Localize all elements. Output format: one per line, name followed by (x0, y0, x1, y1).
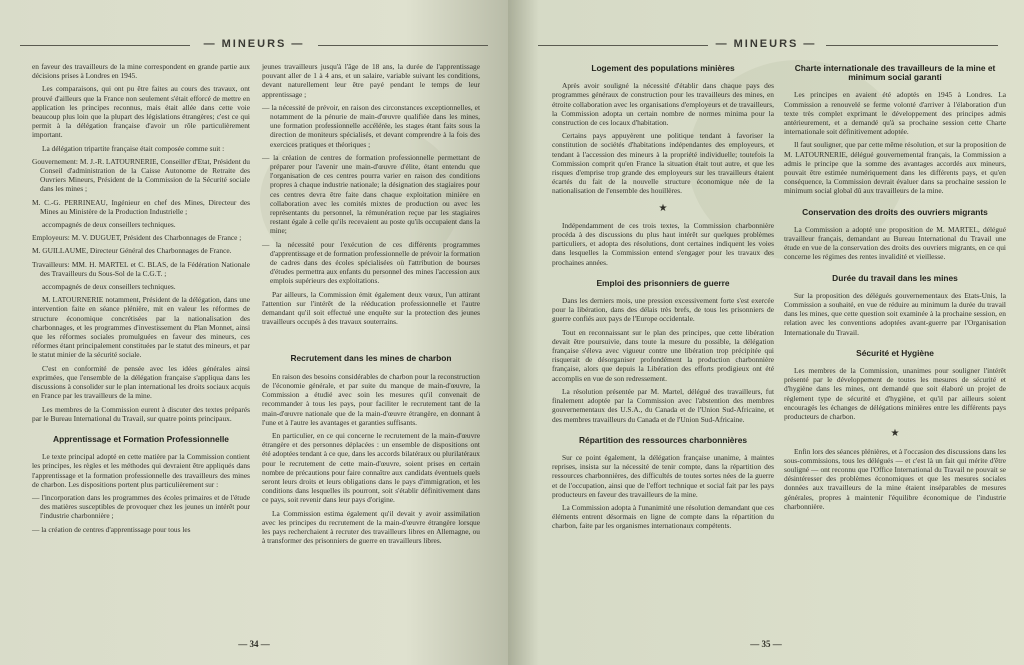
paragraph: Après avoir souligné la nécessité d'établir dans chaque pays des programmes généraux de construction pour les travailleurs des mines, en étroite collaboration avec les organisations d'employeurs et de travailleurs, la Commission adopta un certain nombre de normes minima pour la construction de ces locaux d'habitation. (552, 81, 774, 128)
delegation-entry: accompagnés de deux conseillers techniques. (42, 282, 176, 292)
left-column-1 (32, 62, 250, 538)
paragraph: Par ailleurs, la Commission émit également deux vœux, l'un attirant l'attention sur l'intérêt de la rééducation professionnelle et l'autre demandant qu'il soit effectué une enquête sur la protection des jeunes travailleurs occupés à des travaux souterrains. (262, 289, 480, 327)
delegation-entry: Employeurs: M. V. DUGUET, Président des Charbonnages de France ; (32, 233, 242, 243)
paragraph: Certains pays appuyèrent une politique tendant à favoriser la constitution de sociétés d'habitations indépendantes des employeurs, et tendant à l'accession des mineurs à la propriété individuelle; toutefois la Commission comprit qu'en France la situation était tout autre, et que les risques d'emprise trop grande des employeurs sur les travailleurs étaient écartés du fait de la nouvelle structure économique née de la nationalisation de l'ensemble des houillères. (552, 131, 774, 196)
paragraph: La résolution présentée par M. Martel, délégué des travailleurs, fut finalement adoptée par la Commission avec l'abstention des membres gouvernementaux des U.S.A., du Canada et de l'Union Sud-Africaine, et des membres travailleurs du Canada et de l'Union Sud-Africaine. (552, 386, 774, 424)
paragraph: M. LATOURNERIE notamment, Président de la délégation, dans une intervention faite en séance plénière, mit en valeur les réformes de structure économique concrétisées par la nationalisation des charbonnages, et les programmes d'investissement du Plan Monnet, ainsi que les réformes sociales promulguées en faveur des mineurs, ces réformes étant principalement constituées par le statut des mineurs, et par le statut minier de la sécurité sociale. (32, 295, 250, 360)
section-heading: Logement des populations minières (591, 63, 735, 73)
star-ornament: ★ (658, 202, 668, 214)
page-number-right: — 35 — (750, 639, 782, 649)
page-header-right: — MINEURS — (715, 38, 817, 50)
paragraph: en faveur des travailleurs de la mine correspondent en grande partie aux décisions prises à Londres en 1945. (32, 62, 250, 81)
list-item: — l'incorporation dans les programmes des écoles primaires et de l'étude des matières susceptibles de provoquer chez les jeunes un intérêt pour l'industrie charbonnière ; (32, 492, 250, 521)
delegation-entry: accompagnés de deux conseillers techniques. (42, 220, 176, 230)
paragraph: Tout en reconnaissant sur le plan des principes, que cette libération devait être poursuivie, dans toute la mesure du possible, la délégation française s'éleva avec vigueur contre une libération trop précipitée qui risquerait de désorganiser profondément la production charbonnière française, alors que depuis la Libération des efforts prodigieux ont été accomplis en vue de son redressement. (552, 327, 774, 383)
right-column-1 (552, 62, 774, 535)
paragraph: Dans les derniers mois, une pression excessivement forte s'est exercée pour la libération, dans des délais très brefs, de tous les prisonniers de guerre confiés aux pays de l'Europe occidentale. (552, 296, 774, 324)
list-item: — la création de centres de formation professionnelle permettant de préparer pour l'avenir une main-d'œuvre d'élite, étant entendu que l'organisation de ces centres pourra varier en raison des conditions propres à chaque industrie nationale; la désignation des stagiaires pour ces centres devra être faite dans chaque exploitation minière en collaboration avec les comités mixtes de production ou avec les représentants du personnel, la rémunération reçue par les stagiaires restant égale à celle qu'ils recevaient au poste qu'ils occupaient dans la mine; (262, 152, 480, 236)
paragraph: Il faut souligner, que par cette même résolution, et sur la proposition de M. LATOURNERIE, délégué gouvernemental français, la Commission a admis le principe que la somme des avantages accordés aux mineurs, pouvait être estimée numériquement dans les différents pays, et qu'en conséquence, la Commission devrait évaluer dans sa prochaine session le minimum social global dû aux travailleurs de la mine. (784, 140, 1006, 196)
section-heading: Durée du travail dans les mines (832, 272, 958, 283)
paragraph: La Commission a adopté une proposition de M. MARTEL, délégué travailleur français, demandant au Bureau International du Travail une étude en vue de la conservation des droits des ouvriers migrants, en ce qui concerne les régimes des rentes invalidité et vieillesse. (784, 224, 1006, 262)
header-rule-right (318, 45, 488, 46)
header-rule-right (826, 45, 998, 46)
delegation-entry: M. C.-G. PERRINEAU, Ingénieur en chef des Mines, Directeur des Mines au Ministère de la Production Industrielle ; (32, 197, 250, 216)
left-column-2 (262, 62, 480, 549)
paragraph: Les principes en avaient été adoptés en 1945 à Londres. La Commission a renouvelé se ferme volonté d'arriver à l'élaboration d'un texte très complet exprimant le développement des principes admis antérieurement, et a demandé qu'à sa prochaine session cette Charte internationale soit définitivement adoptée. (784, 90, 1006, 137)
section-heading: Apprentissage et Formation Professionnelle (53, 433, 229, 444)
section-heading: Sécurité et Hygiène (856, 347, 934, 358)
section-heading: Répartition des ressources charbonnières (578, 434, 748, 445)
paragraph: Le texte principal adopté en cette matière par la Commission contient les principes, les règles et les méthodes qui devraient être appliqués dans l'apprentissage et la formation professionnelle des travailleurs des mines de charbon. Les dispositions portent plus particulièrement sur : (32, 452, 250, 489)
section-heading: Conservation des droits des ouvriers migrants (802, 206, 988, 217)
paragraph: C'est en conformité de pensée avec les idées générales ainsi exprimées, que l'ensemble de la délégation française s'appliqua dans les discussions à consolider sur le plan international les droits sociaux acquis en France par les travailleurs de la mine. (32, 363, 250, 401)
paragraph: Indépendamment de ces trois textes, la Commission charbonnière procéda à des discussions du plus haut intérêt sur quelques problèmes particuliers, et adopta des résolutions, dont certaines indiquent les voies dans lesquelles la Commission entend s'engager pour les travaux des prochaines années. (552, 220, 774, 267)
delegation-entry: Travailleurs: MM. H. MARTEL et C. BLAS, de la Fédération Nationale des Travailleurs du Sous-Sol de la C.G.T. ; (32, 259, 250, 278)
paragraph: La Commission estima également qu'il devait y avoir assimilation avec les principes du recrutement de la main-d'œuvre étrangère lorsque les pays recherchaient à recruter des travailleurs libres en Allemagne, ou à transformer des prisonniers de guerre en travailleurs libres. (262, 508, 480, 546)
list-item: — la création de centres d'apprentissage pour tous les (32, 524, 191, 534)
section-heading: Recrutement dans les mines de charbon (290, 353, 452, 364)
paragraph: Sur la proposition des délégués gouvernementaux des Etats-Unis, la Commission a souhaité, en vue de réduire au minimum la durée du travail dans les mines, que cette question soit examinée à la prochaine session, en relation avec les conventions adoptées avant-guerre par l'Organisation Internationale du Travail. (784, 290, 1006, 337)
paragraph: jeunes travailleurs jusqu'à l'âge de 18 ans, la durée de l'apprentissage pouvant aller de 1 à 4 ans, et un salaire, variable suivant les conditions, devant naturellement leur être payé pendant le temps de leur apprentissage ; (262, 62, 480, 99)
paragraph: Les membres de la Commission eurent à discuter des textes préparés par le Bureau International du Travail, sur quatre points principaux. (32, 404, 250, 423)
page-number-left: — 34 — (238, 639, 270, 649)
paragraph: En raison des besoins considérables de charbon pour la reconstruction de l'économie générale, et par suite du manque de main-d'œuvre, la Commission a étudié avec soin les mesures qu'il convenait de recommander à tous les pays, pour faciliter le recrutement tant de la main-d'œuvre nationale que de la main-d'œuvre étrangère, en donnant à l'une et à l'autre les avantages et garanties suffisants. (262, 371, 480, 427)
star-ornament: ★ (890, 428, 900, 440)
delegation-entry: M. GUILLAUME, Directeur Général des Charbonnages de France. (32, 246, 232, 256)
paragraph: En particulier, en ce qui concerne le recrutement de la main-d'œuvre étrangère et des personnes déplacées : un ensemble de dispositions ont été adoptées tendant à ce que, dans les accords bilatéraux ou plurilatéraux pour le recrutement de cette main-d'œuvre, soient prises en certain nombre de précautions pour faire connaître aux candidats éventuels quels seront leurs droits et leurs obligations dans le pays d'immigration, et les conditions dans lesquelles ils pourront, soit s'établir définitivement dans ce pays, soit revenir dans leur pays d'origine. (262, 430, 480, 505)
section-heading: Charte internationale des travailleurs de la mine et minimum social garanti (794, 63, 996, 83)
paragraph: La délégation tripartite française était composée comme suit : (42, 143, 225, 153)
right-page (508, 0, 1024, 665)
delegation-entry: Gouvernement: M. J.-R. LATOURNERIE, Conseiller d'Etat, Président du Conseil d'administration de la Caisse Autonome de Retraite des Ouvriers Mineurs, Président de la Commission de la Sécurité sociale dans les mines ; (32, 156, 250, 194)
list-item: — la nécessité de prévoir, en raison des circonstances exceptionnelles, et notamment de la pénurie de main-d'œuvre qualifiée dans les mines, une formation professionnelle accélérée, les stages étant faits sous la direction de moniteurs spécialisés, et devant comprendre à la fois des exercices pratiques et théoriques ; (262, 102, 480, 149)
paragraph: Sur ce point également, la délégation française unanime, à maintes reprises, insista sur la nécessité de tenir compte, dans la répartition des ressources charbonnières, des difficultés de toutes sortes nées de la guerre et de l'occupation, ainsi que de l'effort technique et social fait par les pays producteurs en faveur des travailleurs de la mine. (552, 452, 774, 499)
list-item: — la nécessité pour l'exécution de ces différents programmes d'apprentissage et de formation professionnelle de prévoir la formation de cadres dans des écoles spécialisées où l'attribution de bourses d'études permettra aux enfants du personnel des mines l'accession aux emplois supérieurs des exploitations. (262, 239, 480, 286)
paragraph: Les membres de la Commission, unanimes pour souligner l'intérêt présenté par le développement de toutes les mesures de sécurité et d'hygiène dans les mines, ont demandé que soit élaboré un projet de règlement type de sécurité et d'hygiène, et qu'il par ailleurs soient encouragés les échanges de délégations minières entre les différents pays producteurs de charbon. (784, 366, 1006, 422)
paragraph: Les comparaisons, qui ont pu être faites au cours des travaux, ont prouvé d'ailleurs que la France non seulement s'était efforcé de mettre en application les principes reconnus, mais était allée dans cette voie beaucoup plus loin que la plupart des législations étrangères; c'est ce qui permit à la délégation française d'avoir un rôle particulièrement important. (32, 84, 250, 140)
right-column-2 (784, 62, 1006, 515)
paragraph: La Commission adopta à l'unanimité une résolution demandant que ces éléments entrent désormais en ligne de compte dans la répartition du charbon, faite par les organismes internationaux compétents. (552, 502, 774, 531)
paragraph: Enfin lors des séances plénières, et à l'occasion des discussions dans les sous-commissions, tous les délégués — et c'est là un fait qui mérite d'être souligné — ont reconnu que l'Office International du Travail ne pouvait se désintéresser des problèmes économiques et que les mesures sociales données aux travailleurs de la mine étaient inséparables de mesures générales, propres à maintenir l'équilibre économique de l'industrie charbonnière. (784, 446, 1006, 511)
left-page (0, 0, 508, 665)
page-header-left: — MINEURS — (203, 38, 305, 50)
section-heading: Emploi des prisonniers de guerre (596, 277, 730, 288)
